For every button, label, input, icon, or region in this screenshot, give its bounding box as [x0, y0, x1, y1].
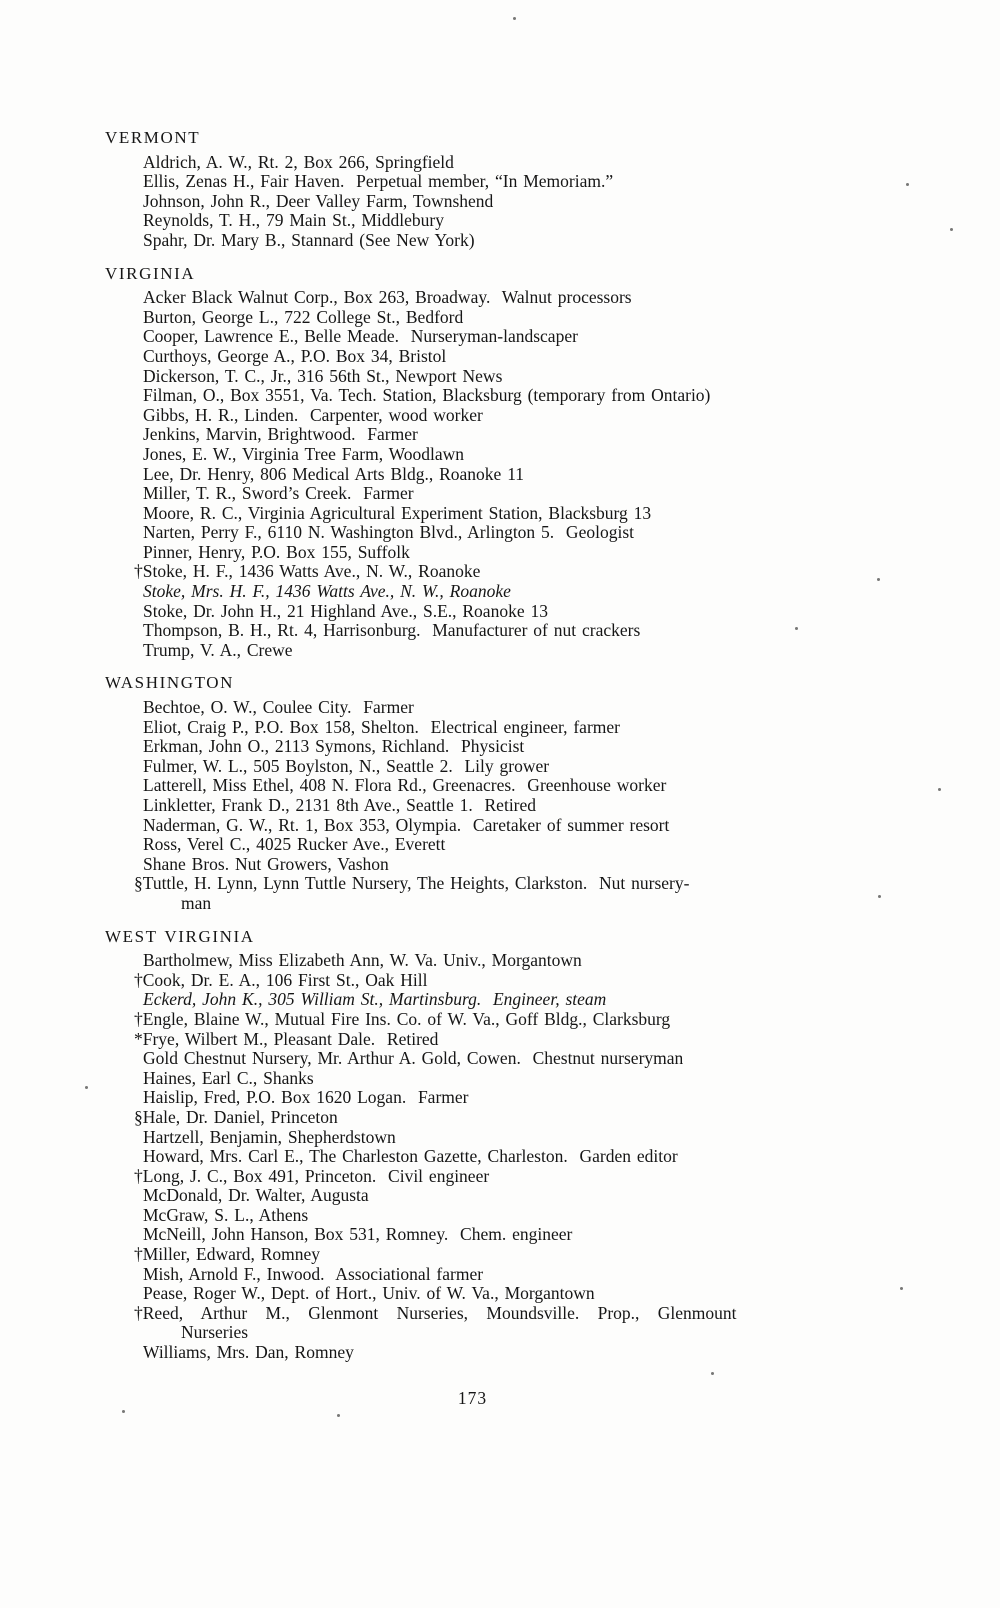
member-entry: [105, 1010, 840, 1030]
member-entry: [105, 231, 840, 251]
entry-line: Lee, Dr. Henry, 806 Medical Arts Bldg., Roanoke 11: [143, 463, 525, 484]
member-entry: [105, 288, 840, 308]
member-entry: [105, 386, 840, 406]
entry-line: Jones, E. W., Virginia Tree Farm, Woodlawn: [143, 443, 465, 464]
scan-artifact-dot: [900, 1287, 903, 1290]
member-entry: [105, 543, 840, 563]
entry-line: Bechtoe, O. W., Coulee City. Farmer: [143, 697, 414, 718]
footnote-symbol: †: [134, 1302, 143, 1323]
member-entry: [105, 153, 840, 173]
entry-line: Burton, George L., 722 College St., Bedford: [143, 306, 464, 327]
entry-line: Acker Black Walnut Corp., Box 263, Broadway. Walnut processors: [143, 287, 632, 308]
state-section-virginia: [105, 264, 840, 661]
state-heading: WASHINGTON: [105, 673, 235, 693]
scan-artifact-dot: [950, 228, 953, 231]
entry-line: Johnson, John R., Deer Valley Farm, Townshend: [143, 190, 494, 211]
footnote-symbol: †: [134, 1165, 143, 1186]
member-entry: [105, 1128, 840, 1148]
entry-line: Eckerd, John K., 305 William St., Martinsburg. Engineer, steam: [143, 989, 607, 1010]
member-entry: [105, 504, 840, 524]
entry-list: [105, 951, 840, 1362]
entry-line: †Stoke, H. F., 1436 Watts Ave., N. W., Roanoke: [134, 561, 481, 582]
member-entry: [105, 582, 840, 602]
member-entry: [105, 1265, 840, 1285]
member-entry: [105, 1343, 840, 1363]
entry-line: Hartzell, Benjamin, Shepherdstown: [143, 1126, 396, 1147]
entry-line: †Miller, Edward, Romney: [134, 1244, 321, 1265]
entry-line: †Cook, Dr. E. A., 106 First St., Oak Hill: [134, 969, 428, 990]
member-entry: [105, 523, 840, 543]
entry-continuation-line: Nurseries: [181, 1322, 249, 1343]
member-entry: [105, 1225, 840, 1245]
member-entry: [105, 602, 840, 622]
member-entry: [105, 562, 840, 582]
entry-line: Williams, Mrs. Dan, Romney: [143, 1342, 354, 1363]
entry-list: [105, 698, 840, 914]
member-entry: [105, 406, 840, 426]
footnote-symbol: §: [134, 1106, 143, 1127]
entry-line: Ross, Verel C., 4025 Rucker Ave., Everett: [143, 834, 446, 855]
entry-line: Cooper, Lawrence E., Belle Meade. Nurseryman-landscaper: [143, 326, 578, 347]
member-entry: [105, 1167, 840, 1187]
entry-line: Aldrich, A. W., Rt. 2, Box 266, Springfield: [143, 151, 454, 172]
entry-line: §Tuttle, H. Lynn, Lynn Tuttle Nursery, The Heights, Clarkston. Nut nursery-: [134, 873, 690, 894]
member-entry: [105, 737, 840, 757]
member-entry: [105, 835, 840, 855]
entry-line: Gold Chestnut Nursery, Mr. Arthur A. Gold, Cowen. Chestnut nurseryman: [143, 1048, 684, 1069]
member-entry: [105, 367, 840, 387]
member-entry: [105, 874, 840, 913]
member-entry: [105, 327, 840, 347]
member-entry: [105, 951, 840, 971]
entry-line: Latterell, Miss Ethel, 408 N. Flora Rd., Greenacres. Greenhouse worker: [143, 775, 667, 796]
state-section-vermont: [105, 128, 840, 251]
directory: [105, 128, 840, 1363]
entry-list: [105, 153, 840, 251]
scan-artifact-dot: [906, 183, 909, 186]
member-entry: [105, 698, 840, 718]
scan-artifact-dot: [938, 788, 941, 791]
member-entry: [105, 172, 840, 192]
entry-line: Linkletter, Frank D., 2131 8th Ave., Seattle 1. Retired: [143, 795, 537, 815]
entry-line: Howard, Mrs. Carl E., The Charleston Gazette, Charleston. Garden editor: [143, 1146, 678, 1167]
entry-line: Trump, V. A., Crewe: [143, 639, 293, 660]
entry-line: †Reed, Arthur M., Glenmont Nurseries, Moundsville. Prop., Glenmount: [134, 1302, 737, 1323]
state-section-west-virginia: [105, 927, 840, 1363]
member-entry: [105, 484, 840, 504]
entry-line: †Engle, Blaine W., Mutual Fire Ins. Co. of W. Va., Goff Bldg., Clarksburg: [134, 1008, 671, 1029]
entry-line: Gibbs, H. R., Linden. Carpenter, wood worker: [143, 404, 483, 425]
entry-list: [105, 288, 840, 660]
member-entry: [105, 308, 840, 328]
member-entry: [105, 971, 840, 991]
member-entry: [105, 1108, 840, 1128]
member-entry: [105, 425, 840, 445]
entry-line: Stoke, Dr. John H., 21 Highland Ave., S.E., Roanoke 13: [143, 600, 548, 621]
entry-line: Naderman, G. W., Rt. 1, Box 353, Olympia. Caretaker of summer resort: [143, 814, 670, 835]
member-entry: [105, 445, 840, 465]
entry-line: Dickerson, T. C., Jr., 316 56th St., Newport News: [143, 365, 503, 386]
entry-line: Jenkins, Marvin, Brightwood. Farmer: [143, 424, 418, 445]
entry-line: Ellis, Zenas H., Fair Haven. Perpetual member, “In Memoriam.”: [143, 171, 614, 192]
entry-line: McGraw, S. L., Athens: [143, 1204, 309, 1225]
state-heading: WEST VIRGINIA: [105, 926, 255, 946]
scan-artifact-dot: [337, 1414, 340, 1417]
member-entry: [105, 1206, 840, 1226]
member-entry: [105, 1304, 840, 1343]
entry-line: §Hale, Dr. Daniel, Princeton: [134, 1106, 338, 1127]
member-entry: [105, 1049, 840, 1069]
entry-continuation-line: man: [181, 892, 212, 913]
state-heading: VERMONT: [105, 128, 201, 147]
entry-line: Haines, Earl C., Shanks: [143, 1067, 314, 1088]
entry-line: Miller, T. R., Sword’s Creek. Farmer: [143, 483, 414, 504]
entry-line: Eliot, Craig P., P.O. Box 158, Shelton. Electrical engineer, farmer: [143, 716, 620, 737]
entry-line: Erkman, John O., 2113 Symons, Richland. Physicist: [143, 736, 525, 757]
member-entry: [105, 1245, 840, 1265]
scan-artifact-dot: [877, 578, 880, 581]
member-entry: [105, 816, 840, 836]
footnote-symbol: †: [134, 561, 143, 582]
member-entry: [105, 776, 840, 796]
member-entry: [105, 1186, 840, 1206]
entry-line: Thompson, B. H., Rt. 4, Harrisonburg. Manufacturer of nut crackers: [143, 620, 641, 641]
entry-line: †Long, J. C., Box 491, Princeton. Civil engineer: [134, 1165, 490, 1186]
scan-artifact-dot: [878, 895, 881, 898]
member-entry: [105, 211, 840, 231]
footnote-symbol: †: [134, 1244, 143, 1265]
member-entry: [105, 465, 840, 485]
entry-line: Mish, Arnold F., Inwood. Associational farmer: [143, 1263, 484, 1284]
entry-line: Reynolds, T. H., 79 Main St., Middlebury: [143, 210, 444, 231]
entry-line: *Frye, Wilbert M., Pleasant Dale. Retired: [134, 1028, 439, 1049]
member-entry: [105, 855, 840, 875]
entry-line: Shane Bros. Nut Growers, Vashon: [143, 853, 389, 874]
member-entry: [105, 192, 840, 212]
footnote-symbol: *: [134, 1028, 143, 1049]
entry-line: Narten, Perry F., 6110 N. Washington Blvd., Arlington 5. Geologist: [143, 522, 634, 543]
page-number: 173: [457, 1387, 488, 1408]
footnote-symbol: †: [134, 969, 143, 990]
member-entry: [105, 1088, 840, 1108]
member-entry: [105, 718, 840, 738]
scan-artifact-dot: [711, 1372, 714, 1375]
scan-artifact-dot: [122, 1410, 125, 1413]
member-entry: [105, 1069, 840, 1089]
scan-artifact-dot: [85, 1086, 88, 1089]
entry-line: Stoke, Mrs. H. F., 1436 Watts Ave., N. W., Roanoke: [143, 581, 511, 602]
member-entry: [105, 641, 840, 661]
entry-line: Pinner, Henry, P.O. Box 155, Suffolk: [143, 541, 410, 562]
member-entry: [105, 990, 840, 1010]
entry-line: Curthoys, George A., P.O. Box 34, Bristol: [143, 345, 447, 366]
scan-artifact-dot: [795, 627, 798, 630]
member-entry: [105, 796, 840, 816]
scan-artifact-dot: [513, 17, 516, 20]
entry-line: Pease, Roger W., Dept. of Hort., Univ. of W. Va., Morgantown: [143, 1283, 595, 1304]
member-entry: [105, 1147, 840, 1167]
member-entry: [105, 1284, 840, 1304]
entry-line: Spahr, Dr. Mary B., Stannard (See New York): [143, 229, 475, 250]
entry-line: Fulmer, W. L., 505 Boylston, N., Seattle 2. Lily grower: [143, 755, 550, 776]
entry-line: Haislip, Fred, P.O. Box 1620 Logan. Farmer: [143, 1087, 469, 1108]
entry-line: McNeill, John Hanson, Box 531, Romney. Chem. engineer: [143, 1224, 573, 1245]
entry-line: Filman, O., Box 3551, Va. Tech. Station, Blacksburg (temporary from Ontario): [143, 385, 711, 406]
member-entry: [105, 1030, 840, 1050]
member-entry: [105, 621, 840, 641]
entry-line: Bartholmew, Miss Elizabeth Ann, W. Va. Univ., Morgantown: [143, 950, 582, 971]
entry-line: McDonald, Dr. Walter, Augusta: [143, 1185, 369, 1206]
footnote-symbol: †: [134, 1008, 143, 1029]
entry-line: Moore, R. C., Virginia Agricultural Experiment Station, Blacksburg 13: [143, 502, 652, 523]
state-heading: VIRGINIA: [105, 263, 196, 283]
member-entry: [105, 757, 840, 777]
footnote-symbol: §: [134, 873, 143, 894]
member-entry: [105, 347, 840, 367]
state-section-washington: [105, 673, 840, 913]
